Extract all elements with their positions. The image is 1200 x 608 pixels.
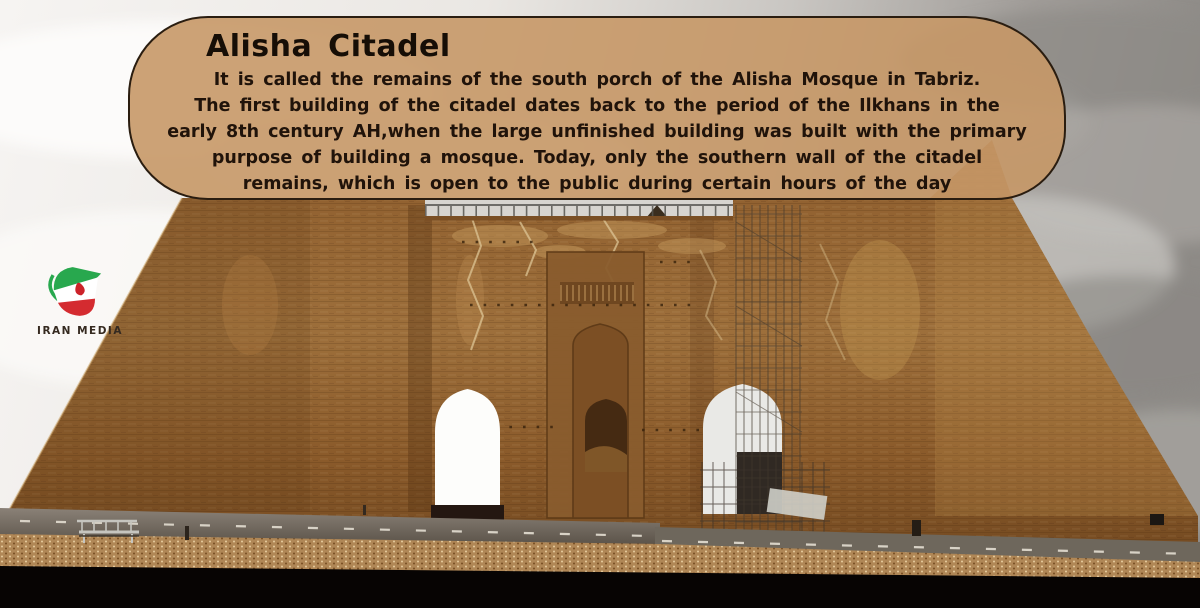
caption-line-4: purpose of building a mosque. Today, only the southern wall of the citadel — [211, 148, 983, 168]
caption-bubble — [128, 16, 1066, 200]
iran-media-logo-icon — [42, 254, 118, 324]
caption-title: Alisha Citadel — [206, 29, 451, 64]
iran-media-logo — [36, 254, 124, 337]
caption-line-2: The first building of the citadel dates back to the period of the Ilkhans in the — [194, 96, 1000, 116]
caption-line-3: early 8th century AH,when the large unfinished building was built with the primary — [167, 122, 1027, 142]
left-corner-shadow — [408, 205, 432, 512]
caption-line-5: remains, which is open to the public during certain hours of the day — [242, 174, 952, 194]
caption-line-1: It is called the remains of the south porch of the Alisha Mosque in Tabriz. — [213, 70, 981, 90]
iran-media-logo-text: IRAN MEDIA — [37, 325, 123, 337]
parapet-railing — [425, 198, 733, 221]
left-arch-opening — [431, 389, 504, 524]
